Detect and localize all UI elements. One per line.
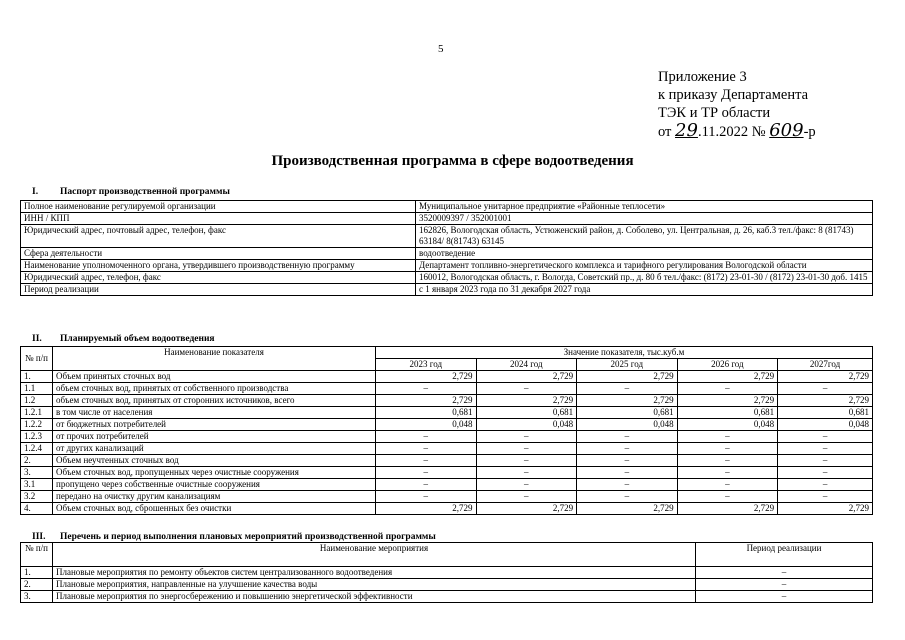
table-row bbox=[21, 479, 873, 491]
row-number: 1.2.1 bbox=[21, 407, 53, 419]
row-value: – bbox=[476, 491, 577, 503]
passport-value: 160012, Вологодская область, г. Вологда, Советский пр., д. 80 б тел./факс: (8172) 23-01-30 / (8172) 23-01-30 доб. 1415 bbox=[416, 272, 873, 284]
section-2-number: II. bbox=[32, 334, 42, 344]
passport-value: 3520009397 / 352001001 bbox=[416, 213, 873, 225]
document-title: Производственная программа в сфере водоотведения bbox=[271, 153, 634, 169]
passport-label: Юридический адрес, почтовый адрес, телефон, факс bbox=[21, 225, 416, 248]
table-row bbox=[21, 567, 873, 579]
passport-row bbox=[21, 260, 873, 272]
passport-row bbox=[21, 201, 873, 213]
row-number: 1.2 bbox=[21, 395, 53, 407]
year-header: 2027год bbox=[778, 359, 873, 371]
row-value: – bbox=[778, 431, 873, 443]
row-value: 2,729 bbox=[376, 395, 477, 407]
passport-label: Юридический адрес, телефон, факс bbox=[21, 272, 416, 284]
table-row bbox=[21, 383, 873, 395]
table-row bbox=[21, 467, 873, 479]
row-number: 1.2.4 bbox=[21, 443, 53, 455]
measure-name: Плановые мероприятия по энергосбережению и повышению энергетической эффективности bbox=[53, 591, 696, 603]
passport-row bbox=[21, 248, 873, 260]
handwritten-day: 29 bbox=[675, 120, 698, 141]
passport-table bbox=[20, 200, 873, 296]
appendix-date-line bbox=[658, 122, 816, 141]
table-row bbox=[21, 443, 873, 455]
row-value: 0,048 bbox=[476, 419, 577, 431]
row-value: 0,048 bbox=[577, 419, 678, 431]
passport-row bbox=[21, 225, 873, 248]
table-row bbox=[21, 503, 873, 515]
measure-number: 1. bbox=[21, 567, 53, 579]
section-1-number: I. bbox=[32, 187, 39, 197]
row-value: – bbox=[778, 443, 873, 455]
measure-number: 3. bbox=[21, 591, 53, 603]
row-value: – bbox=[476, 383, 577, 395]
section-2-heading bbox=[32, 334, 215, 344]
row-value: – bbox=[677, 467, 778, 479]
row-value: – bbox=[778, 455, 873, 467]
order-suffix: -р bbox=[803, 124, 816, 140]
section-2-title: Планируемый объем водоотведения bbox=[60, 334, 215, 344]
volume-table bbox=[20, 346, 873, 515]
row-value: – bbox=[577, 455, 678, 467]
row-number: 1.1 bbox=[21, 383, 53, 395]
row-value: – bbox=[677, 383, 778, 395]
row-value: – bbox=[778, 491, 873, 503]
measures-table bbox=[20, 542, 873, 603]
row-value: – bbox=[476, 443, 577, 455]
row-value: – bbox=[577, 431, 678, 443]
row-value: – bbox=[577, 491, 678, 503]
appendix-block bbox=[658, 68, 816, 141]
table-row bbox=[21, 491, 873, 503]
row-value: 0,681 bbox=[376, 407, 477, 419]
row-value: 0,681 bbox=[677, 407, 778, 419]
measure-period: – bbox=[696, 579, 873, 591]
row-value: 2,729 bbox=[577, 371, 678, 383]
row-value: – bbox=[577, 479, 678, 491]
section-1-heading bbox=[32, 187, 230, 197]
passport-value: 162826, Вологодская область, Устюженский район, д. Соболево, ул. Центральная, д. 26, каб.3 тел./факс: 8 (81743) 63184/ 8(81743) 63145 bbox=[416, 225, 873, 248]
year-header: 2024 год bbox=[476, 359, 577, 371]
row-name: объем сточных вод, принятых от собственного производства bbox=[53, 383, 376, 395]
row-value: – bbox=[778, 383, 873, 395]
passport-value: водоотведение bbox=[416, 248, 873, 260]
row-name: Объем сточных вод, пропущенных через очистные сооружения bbox=[53, 467, 376, 479]
row-value: 2,729 bbox=[677, 503, 778, 515]
table-row bbox=[21, 371, 873, 383]
section-3-title: Перечень и период выполнения плановых мероприятий производственной программы bbox=[60, 532, 436, 542]
row-value: 2,729 bbox=[476, 371, 577, 383]
date-prefix: от bbox=[658, 124, 676, 140]
row-value: 0,048 bbox=[376, 419, 477, 431]
passport-row bbox=[21, 213, 873, 225]
row-number: 3.1 bbox=[21, 479, 53, 491]
row-value: – bbox=[476, 467, 577, 479]
col-num-header: № п/п bbox=[21, 347, 53, 371]
row-name: от бюджетных потребителей bbox=[53, 419, 376, 431]
passport-value: с 1 января 2023 года по 31 декабря 2027 года bbox=[416, 284, 873, 296]
passport-label: Период реализации bbox=[21, 284, 416, 296]
row-number: 1.2.3 bbox=[21, 431, 53, 443]
row-name: Объем неучтенных сточных вод bbox=[53, 455, 376, 467]
row-name: Объем сточных вод, сброшенных без очистки bbox=[53, 503, 376, 515]
row-name: объем сточных вод, принятых от сторонних источников, всего bbox=[53, 395, 376, 407]
col-value-header: Значение показателя, тыс.куб.м bbox=[376, 347, 873, 359]
measures-col-num-header: № п/п bbox=[21, 543, 53, 567]
row-value: – bbox=[778, 467, 873, 479]
measures-col-period-header: Период реализации bbox=[696, 543, 873, 567]
measure-name: Плановые мероприятия по ремонту объектов систем централизованного водоотведения bbox=[53, 567, 696, 579]
row-number: 1. bbox=[21, 371, 53, 383]
row-value: – bbox=[577, 443, 678, 455]
row-name: от других канализаций bbox=[53, 443, 376, 455]
section-3-number: III. bbox=[32, 532, 46, 542]
row-value: 2,729 bbox=[778, 371, 873, 383]
row-value: 2,729 bbox=[677, 371, 778, 383]
table-row bbox=[21, 407, 873, 419]
page-number: 5 bbox=[438, 43, 444, 55]
measures-col-name-header: Наименование мероприятия bbox=[53, 543, 696, 567]
row-value: 2,729 bbox=[577, 395, 678, 407]
row-value: – bbox=[376, 491, 477, 503]
measure-name: Плановые мероприятия, направленные на улучшение качества воды bbox=[53, 579, 696, 591]
row-value: 2,729 bbox=[376, 371, 477, 383]
row-value: 0,681 bbox=[778, 407, 873, 419]
year-header: 2025 год bbox=[577, 359, 678, 371]
col-name-header: Наименование показателя bbox=[53, 347, 376, 371]
row-value: 0,048 bbox=[778, 419, 873, 431]
handwritten-order-number: 609 bbox=[769, 120, 804, 141]
row-value: – bbox=[476, 479, 577, 491]
row-value: 2,729 bbox=[577, 503, 678, 515]
row-number: 3. bbox=[21, 467, 53, 479]
appendix-line-3: ТЭК и ТР области bbox=[658, 105, 771, 121]
date-rest: .11.2022 № bbox=[697, 124, 770, 140]
row-name: в том числе от населения bbox=[53, 407, 376, 419]
row-value: – bbox=[376, 443, 477, 455]
table-row bbox=[21, 431, 873, 443]
row-value: – bbox=[778, 479, 873, 491]
passport-label: Сфера деятельности bbox=[21, 248, 416, 260]
row-value: – bbox=[677, 491, 778, 503]
measure-period: – bbox=[696, 567, 873, 579]
passport-value: Департамент топливно-энергетического комплекса и тарифного регулирования Вологодской области bbox=[416, 260, 873, 272]
row-number: 1.2.2 bbox=[21, 419, 53, 431]
table-row bbox=[21, 455, 873, 467]
row-number: 3.2 bbox=[21, 491, 53, 503]
row-value: 2,729 bbox=[376, 503, 477, 515]
table-row bbox=[21, 419, 873, 431]
row-name: пропущено через собственные очистные сооружения bbox=[53, 479, 376, 491]
row-value: – bbox=[376, 383, 477, 395]
table-row bbox=[21, 395, 873, 407]
passport-label: ИНН / КПП bbox=[21, 213, 416, 225]
row-name: от прочих потребителей bbox=[53, 431, 376, 443]
section-3-heading bbox=[32, 532, 436, 542]
row-value: 2,729 bbox=[778, 503, 873, 515]
appendix-line-2: к приказу Департамента bbox=[658, 87, 809, 103]
table-row bbox=[21, 591, 873, 603]
row-value: – bbox=[677, 479, 778, 491]
passport-row bbox=[21, 272, 873, 284]
row-value: – bbox=[677, 455, 778, 467]
row-number: 4. bbox=[21, 503, 53, 515]
row-value: – bbox=[577, 467, 678, 479]
row-value: – bbox=[376, 455, 477, 467]
table-row bbox=[21, 579, 873, 591]
row-name: Объем принятых сточных вод bbox=[53, 371, 376, 383]
row-value: – bbox=[376, 431, 477, 443]
passport-row bbox=[21, 284, 873, 296]
measure-number: 2. bbox=[21, 579, 53, 591]
section-1-title: Паспорт производственной программы bbox=[60, 187, 230, 197]
row-value: 0,681 bbox=[476, 407, 577, 419]
year-header: 2023 год bbox=[376, 359, 477, 371]
row-value: 2,729 bbox=[476, 395, 577, 407]
passport-value: Муниципальное унитарное предприятие «Районные теплосети» bbox=[416, 201, 873, 213]
row-value: – bbox=[376, 479, 477, 491]
year-header: 2026 год bbox=[677, 359, 778, 371]
row-value: – bbox=[476, 431, 577, 443]
row-value: – bbox=[577, 383, 678, 395]
row-value: 0,681 bbox=[577, 407, 678, 419]
measure-period: – bbox=[696, 591, 873, 603]
row-value: – bbox=[677, 443, 778, 455]
row-value: – bbox=[677, 431, 778, 443]
appendix-line-1: Приложение 3 bbox=[658, 69, 747, 85]
passport-label: Полное наименование регулируемой организации bbox=[21, 201, 416, 213]
row-value: 2,729 bbox=[476, 503, 577, 515]
row-value: 2,729 bbox=[677, 395, 778, 407]
row-value: 2,729 bbox=[778, 395, 873, 407]
row-value: – bbox=[476, 455, 577, 467]
row-number: 2. bbox=[21, 455, 53, 467]
row-value: 0,048 bbox=[677, 419, 778, 431]
row-value: – bbox=[376, 467, 477, 479]
passport-label: Наименование уполномоченного органа, утвердившего производственную программу bbox=[21, 260, 416, 272]
row-name: передано на очистку другим канализациям bbox=[53, 491, 376, 503]
